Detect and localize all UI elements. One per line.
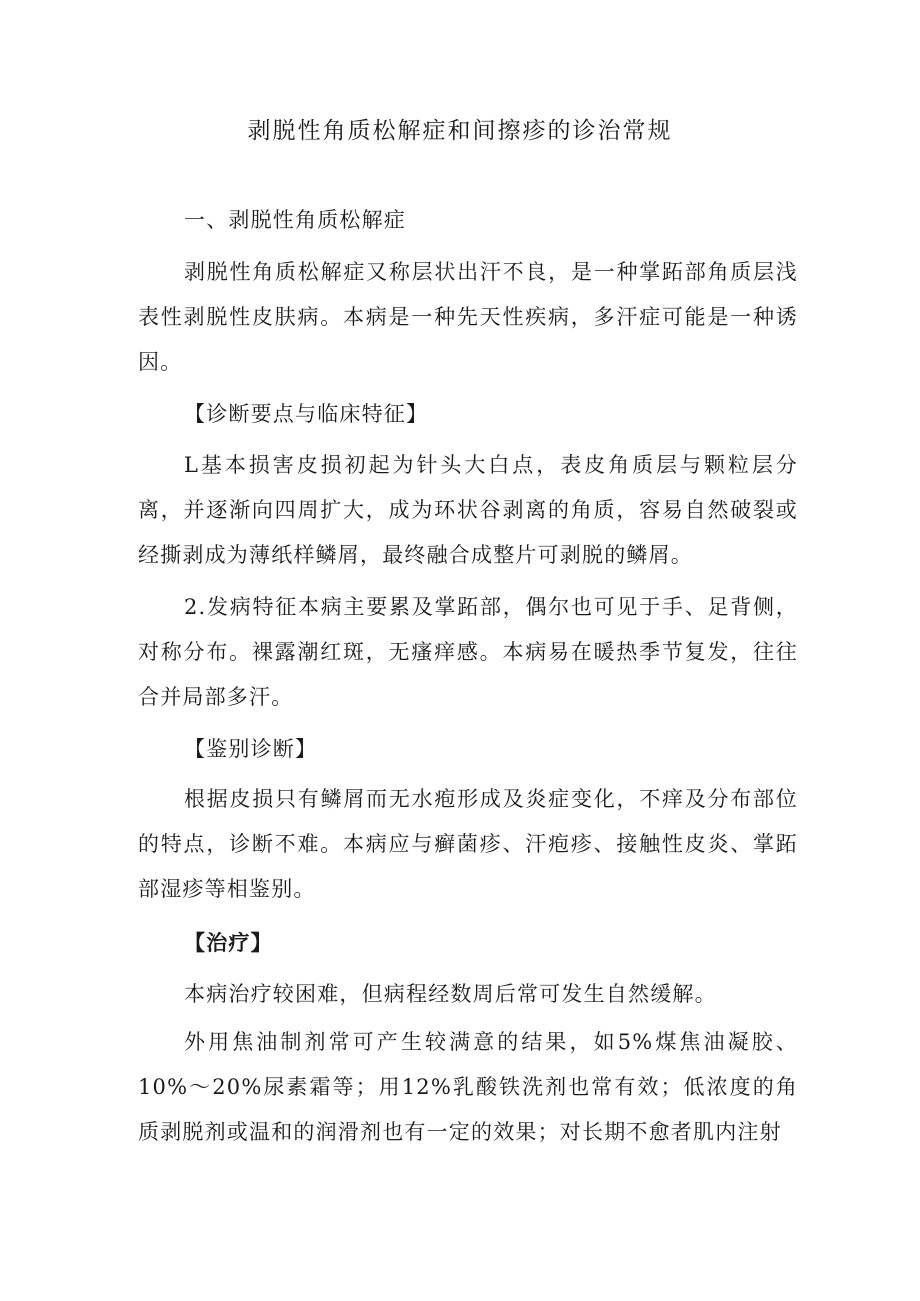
treatment-heading: 【治疗】 xyxy=(184,930,273,955)
treatment-paragraph-2: 外用焦油制剂常可产生较满意的结果，如5%煤焦油凝胶、10%～20%尿素霜等；用12%乳酸铁洗剂也常有效；低浓度的角质剥脱剂或温和的润滑剂也有一定的效果；对长期不愈者肌内注射 xyxy=(138,1030,798,1144)
differential-paragraph: 根据皮损只有鳞屑而无水疱形成及炎症变化，不痒及分布部位的特点，诊断不难。本病应与癣菌疹、汗疱疹、接触性皮炎、掌跖部湿疹等相鉴别。 xyxy=(138,787,798,901)
differential-heading: 【鉴别诊断】 xyxy=(184,737,318,761)
intro-paragraph: 剥脱性角质松解症又称层状出汗不良，是一种掌跖部角质层浅表性剥脱性皮肤病。本病是一种先天性疾病，多汗症可能是一种诱因。 xyxy=(138,260,798,374)
treatment-paragraph-1: 本病治疗较困难，但病程经数周后常可发生自然缓解。 xyxy=(184,982,717,1006)
diagnosis-heading: 【诊断要点与临床特征】 xyxy=(184,402,429,426)
diagnosis-point-1: L基本损害皮损初起为针头大白点，表皮角质层与颗粒层分离，并逐渐向四周扩大，成为环状谷剥离的角质，容易自然破裂或经撕剥成为薄纸样鳞屑，最终融合成整片可剥脱的鳞屑。 xyxy=(138,453,798,567)
section-heading: 一、剥脱性角质松解症 xyxy=(184,208,406,232)
document-title: 剥脱性角质松解症和间擦疹的诊治常规 xyxy=(247,118,673,144)
diagnosis-point-2: 2.发病特征本病主要累及掌跖部，偶尔也可见于手、足背侧，对称分布。裸露潮红斑，无瘙痒感。本病易在暖热季节复发，往往合并局部多汗。 xyxy=(138,595,798,709)
